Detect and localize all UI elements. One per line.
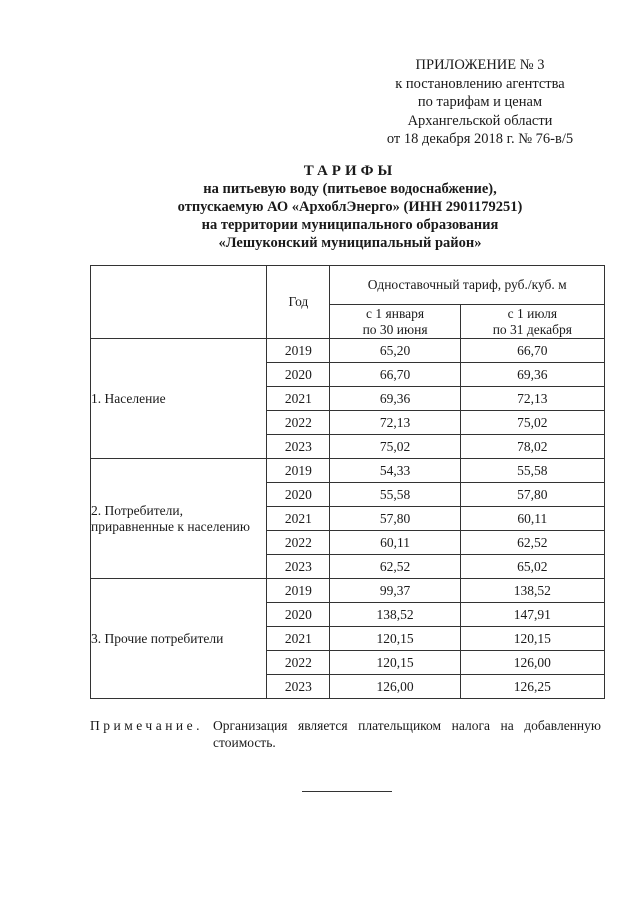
period-header-first-half xyxy=(330,305,460,339)
appendix-date-line: от 18 декабря 2018 г. № 76-в/5 xyxy=(386,131,574,147)
heading-line: на территории муниципального образования xyxy=(201,217,499,233)
note-text: Организация является плательщиком налога на добавленную стоимость. xyxy=(213,718,601,750)
appendix-block xyxy=(360,56,600,149)
document-heading xyxy=(100,162,600,252)
year-cell: 2019 xyxy=(267,459,330,483)
tariff-value-cell: 120,15 xyxy=(460,627,604,651)
tariff-value-cell: 126,25 xyxy=(460,675,604,699)
year-cell: 2021 xyxy=(267,507,330,531)
tariff-value-cell: 138,52 xyxy=(460,579,604,603)
category-label: 2. Потребители, xyxy=(91,502,183,518)
tariff-value-cell: 57,80 xyxy=(330,507,460,531)
tariff-value-cell: 66,70 xyxy=(330,363,460,387)
tariff-header: Одноставочный тариф, руб./куб. м xyxy=(330,266,605,305)
year-cell: 2021 xyxy=(267,387,330,411)
tariff-value-cell: 99,37 xyxy=(330,579,460,603)
tariff-value-cell: 66,70 xyxy=(460,339,604,363)
tariff-value-cell: 78,02 xyxy=(460,435,604,459)
tariff-value-cell: 120,15 xyxy=(330,651,460,675)
year-cell: 2020 xyxy=(267,483,330,507)
tariff-value-cell: 75,02 xyxy=(330,435,460,459)
tariff-value-cell: 65,02 xyxy=(460,555,604,579)
category-cell xyxy=(91,339,267,459)
tariff-value-cell: 147,91 xyxy=(460,603,604,627)
tariff-value-cell: 72,13 xyxy=(330,411,460,435)
tariff-value-cell: 55,58 xyxy=(330,483,460,507)
year-cell: 2023 xyxy=(267,435,330,459)
tariff-value-cell: 65,20 xyxy=(330,339,460,363)
year-cell: 2022 xyxy=(267,531,330,555)
table-row xyxy=(91,339,605,363)
tariff-value-cell: 62,52 xyxy=(460,531,604,555)
period-header-line: с 1 июля xyxy=(507,305,558,321)
heading-line: «Лешуконский муниципальный район» xyxy=(218,235,482,251)
table-row xyxy=(91,579,605,603)
category-cell xyxy=(91,579,267,699)
closing-divider xyxy=(302,791,392,792)
appendix-number: ПРИЛОЖЕНИЕ № 3 xyxy=(415,57,545,73)
year-cell: 2019 xyxy=(267,579,330,603)
tariff-value-cell: 60,11 xyxy=(460,507,604,531)
tariff-table xyxy=(90,265,605,699)
tariff-value-cell: 57,80 xyxy=(460,483,604,507)
category-header-cell xyxy=(91,266,267,339)
tariff-value-cell: 75,02 xyxy=(460,411,604,435)
year-header: Год xyxy=(267,266,330,339)
tariff-value-cell: 120,15 xyxy=(330,627,460,651)
tariff-value-cell: 138,52 xyxy=(330,603,460,627)
period-header-line: по 30 июня xyxy=(362,321,428,337)
tariff-value-cell: 126,00 xyxy=(460,651,604,675)
period-header-line: по 31 декабря xyxy=(492,321,572,337)
year-cell: 2023 xyxy=(267,555,330,579)
tariff-value-cell: 72,13 xyxy=(460,387,604,411)
heading-line: отпускаемую АО «АрхоблЭнерго» (ИНН 2901179251) xyxy=(177,199,523,215)
year-cell: 2020 xyxy=(267,363,330,387)
appendix-ref-line: Архангельской области xyxy=(407,112,553,129)
category-cell xyxy=(91,459,267,579)
tariff-value-cell: 126,00 xyxy=(330,675,460,699)
category-label: 3. Прочие потребители xyxy=(91,630,224,646)
year-cell: 2022 xyxy=(267,411,330,435)
tariff-value-cell: 69,36 xyxy=(330,387,460,411)
heading-line: на питьевую воду (питьевое водоснабжение), xyxy=(203,181,497,197)
table-row xyxy=(91,459,605,483)
tariff-value-cell: 60,11 xyxy=(330,531,460,555)
year-cell: 2019 xyxy=(267,339,330,363)
tariff-value-cell: 69,36 xyxy=(460,363,604,387)
tariff-value-cell: 62,52 xyxy=(330,555,460,579)
year-cell: 2022 xyxy=(267,651,330,675)
year-cell: 2021 xyxy=(267,627,330,651)
period-header-line: с 1 января xyxy=(366,305,425,321)
category-label: 1. Население xyxy=(91,390,166,406)
tariff-value-cell: 55,58 xyxy=(460,459,604,483)
period-header-second-half xyxy=(460,305,604,339)
category-label-continued: приравненные к населению xyxy=(91,518,250,534)
appendix-ref-line: к постановлению агентства xyxy=(395,75,565,92)
note-label: Примечание. xyxy=(90,718,204,733)
tariff-value-cell: 54,33 xyxy=(330,459,460,483)
document-title: ТАРИФЫ xyxy=(303,163,397,179)
year-cell: 2020 xyxy=(267,603,330,627)
year-cell: 2023 xyxy=(267,675,330,699)
appendix-ref-line: по тарифам и ценам xyxy=(417,94,543,110)
